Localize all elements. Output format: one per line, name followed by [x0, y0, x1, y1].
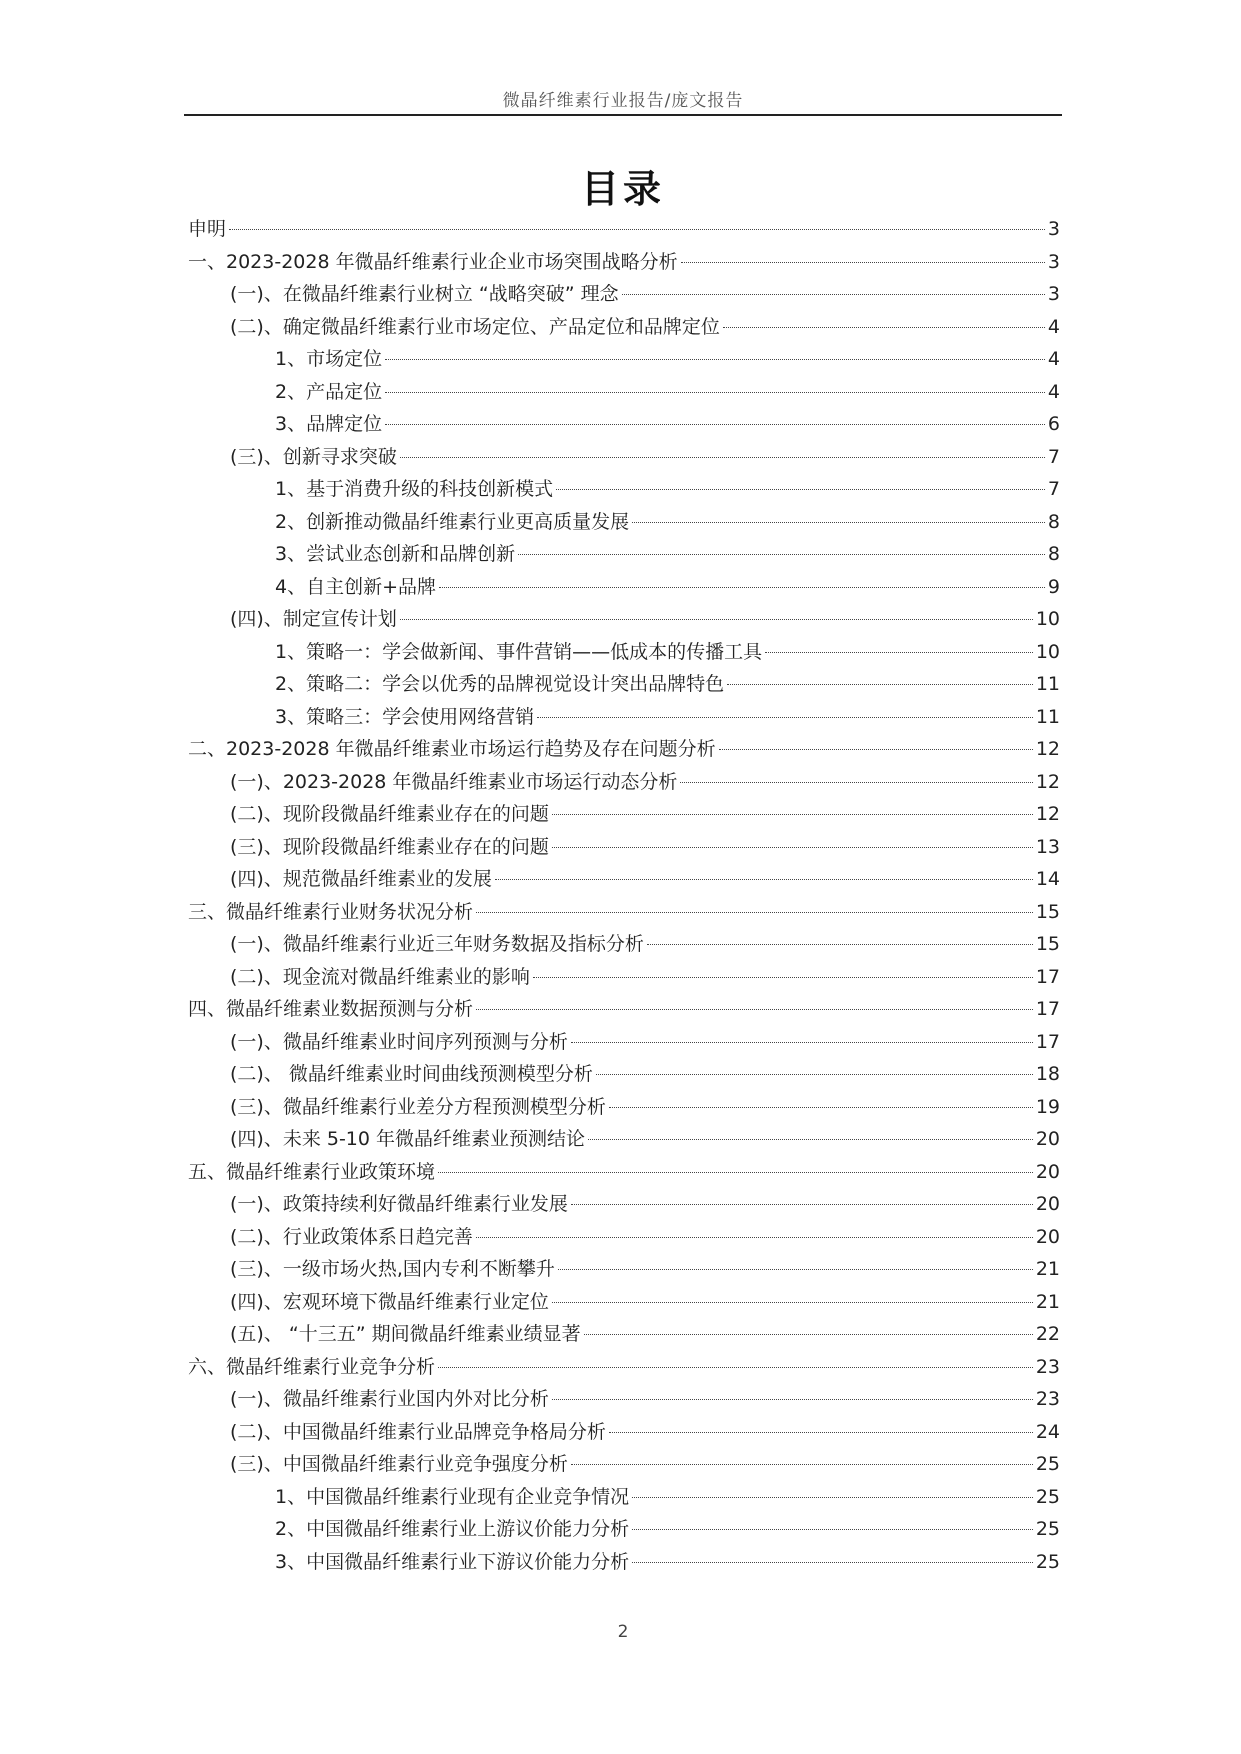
toc-entry[interactable]	[188, 733, 1060, 766]
toc-entry[interactable]	[188, 1481, 1060, 1514]
toc-entry[interactable]	[188, 1221, 1060, 1254]
toc-entry-title: (三)、现阶段微晶纤维素业存在的问题	[230, 835, 549, 858]
toc-entry-page: 8	[1047, 510, 1060, 533]
toc-entry-title: 3、尝试业态创新和品牌创新	[275, 543, 516, 565]
toc-dot-leader	[400, 457, 1045, 458]
toc-dot-leader	[385, 359, 1045, 360]
toc-entry-title: (一)、政策持续利好微晶纤维素行业发展	[230, 1193, 568, 1215]
toc-entry[interactable]	[188, 1026, 1060, 1059]
toc-entry-page: 4	[1047, 380, 1060, 403]
toc-entry-page: 12	[1035, 803, 1060, 825]
toc-entry-title: (四)、规范微晶纤维素业的发展	[230, 868, 492, 890]
toc-entry[interactable]	[188, 831, 1060, 864]
toc-entry-page: 17	[1035, 965, 1060, 988]
toc-dot-leader	[552, 814, 1033, 815]
toc-entry-title: (四)、制定宣传计划	[230, 608, 397, 630]
toc-entry-title: 2、创新推动微晶纤维素行业更高质量发展	[275, 510, 630, 533]
toc-entry-page: 4	[1047, 315, 1060, 338]
toc-dot-leader	[632, 1529, 1033, 1530]
toc-dot-leader	[588, 1139, 1033, 1140]
toc-entry-title: (二)、确定微晶纤维素行业市场定位、产品定位和品牌定位	[230, 315, 720, 338]
toc-entry[interactable]	[188, 1416, 1060, 1449]
toc-entry-page: 25	[1035, 1453, 1060, 1475]
toc-entry-title: 1、市场定位	[275, 348, 383, 370]
toc-entry-title: (四)、宏观环境下微晶纤维素行业定位	[230, 1290, 549, 1313]
toc-entry-title: 3、策略三：学会使用网络营销	[275, 705, 535, 728]
toc-entry-page: 15	[1035, 933, 1060, 955]
toc-dot-leader	[552, 847, 1033, 848]
toc-entry-title: 三、微晶纤维素行业财务状况分析	[188, 900, 474, 923]
toc-entry[interactable]	[188, 636, 1060, 669]
toc-entry-title: 3、中国微晶纤维素行业下游议价能力分析	[275, 1550, 630, 1573]
toc-dot-leader	[439, 587, 1045, 588]
toc-entry-page: 7	[1047, 445, 1060, 468]
toc-entry-title: 2、策略二：学会以优秀的品牌视觉设计突出品牌特色	[275, 673, 725, 695]
toc-entry[interactable]	[188, 408, 1060, 441]
toc-entry[interactable]	[188, 701, 1060, 734]
toc-dot-leader	[632, 522, 1045, 523]
toc-entry-title: (一)、2023-2028 年微晶纤维素业市场运行动态分析	[230, 770, 678, 793]
toc-entry[interactable]	[188, 376, 1060, 409]
toc-dot-leader	[385, 392, 1045, 393]
toc-dot-leader	[571, 1204, 1033, 1205]
toc-entry[interactable]	[188, 278, 1060, 311]
toc-entry-page: 12	[1035, 770, 1060, 793]
toc-dot-leader	[385, 424, 1045, 425]
toc-entry-page: 25	[1035, 1485, 1060, 1508]
toc-dot-leader	[765, 652, 1033, 653]
toc-dot-leader	[229, 229, 1045, 230]
toc-entry-page: 19	[1035, 1095, 1060, 1118]
toc-entry[interactable]	[188, 766, 1060, 799]
toc-dot-leader	[518, 554, 1045, 555]
toc-entry-page: 10	[1035, 608, 1060, 630]
toc-entry-title: 2、中国微晶纤维素行业上游议价能力分析	[275, 1518, 630, 1540]
toc-entry-page: 20	[1035, 1225, 1060, 1248]
toc-entry-title: 四、微晶纤维素业数据预测与分析	[188, 998, 474, 1020]
toc-entry-title: 1、基于消费升级的科技创新模式	[275, 478, 554, 500]
toc-entry-page: 9	[1047, 575, 1060, 598]
toc-entry-title: 六、微晶纤维素行业竞争分析	[188, 1355, 436, 1378]
toc-entry-title: (三)、微晶纤维素行业差分方程预测模型分析	[230, 1095, 606, 1118]
toc-entry-page: 23	[1035, 1388, 1060, 1410]
toc-entry-page: 20	[1035, 1193, 1060, 1215]
toc-entry[interactable]	[188, 603, 1060, 636]
toc-dot-leader	[537, 717, 1033, 718]
toc-entry-title: (二)、中国微晶纤维素行业品牌竞争格局分析	[230, 1420, 606, 1443]
toc-entry-page: 3	[1047, 283, 1060, 305]
toc-dot-leader	[680, 782, 1032, 783]
toc-entry-title: (五)、 “十三五” 期间微晶纤维素业绩显著	[230, 1323, 581, 1345]
toc-entry-page: 18	[1035, 1063, 1060, 1085]
toc-dot-leader	[438, 1367, 1033, 1368]
toc-dot-leader	[552, 1399, 1033, 1400]
toc-entry-page: 11	[1035, 673, 1060, 695]
toc-entry[interactable]	[188, 213, 1060, 246]
toc-dot-leader	[552, 1302, 1033, 1303]
toc-dot-leader	[438, 1172, 1033, 1173]
toc-entry[interactable]	[188, 571, 1060, 604]
toc-entry-title: (二)、现金流对微晶纤维素业的影响	[230, 965, 530, 988]
toc-dot-leader	[609, 1107, 1033, 1108]
toc-entry[interactable]	[188, 1513, 1060, 1546]
toc-entry-title: (三)、一级市场火热,国内专利不断攀升	[230, 1258, 555, 1280]
toc-entry[interactable]	[188, 1318, 1060, 1351]
toc-dot-leader	[495, 879, 1033, 880]
toc-entry-page: 17	[1035, 1030, 1060, 1053]
toc-dot-leader	[596, 1074, 1033, 1075]
toc-entry[interactable]	[188, 961, 1060, 994]
toc-entry[interactable]	[188, 1091, 1060, 1124]
toc-entry[interactable]	[188, 993, 1060, 1026]
toc-dot-leader	[609, 1432, 1033, 1433]
running-header: 微晶纤维素行业报告/庞文报告	[502, 91, 744, 111]
header-divider	[184, 114, 1062, 116]
toc-entry-title: 一、2023-2028 年微晶纤维素行业企业市场突围战略分析	[188, 250, 678, 273]
toc-dot-leader	[476, 1237, 1033, 1238]
toc-entry-page: 24	[1035, 1420, 1060, 1443]
toc-entry[interactable]	[188, 1156, 1060, 1189]
toc-entry[interactable]	[188, 246, 1060, 279]
toc-dot-leader	[476, 912, 1033, 913]
toc-entry-title: (四)、未来 5-10 年微晶纤维素业预测结论	[230, 1128, 586, 1150]
toc-entry-page: 4	[1047, 348, 1060, 370]
toc-entry-title: 4、自主创新+品牌	[275, 575, 437, 598]
toc-entry-page: 25	[1035, 1550, 1060, 1573]
toc-entry-page: 25	[1035, 1518, 1060, 1540]
toc-entry-page: 6	[1047, 413, 1060, 435]
toc-dot-leader	[647, 944, 1033, 945]
toc-entry-page: 10	[1035, 640, 1060, 663]
toc-entry-title: 申明	[188, 218, 227, 240]
toc-dot-leader	[400, 619, 1033, 620]
toc-dot-leader	[719, 749, 1033, 750]
toc-dot-leader	[571, 1464, 1033, 1465]
toc-entry[interactable]	[188, 311, 1060, 344]
toc-entry[interactable]	[188, 798, 1060, 831]
toc-entry-page: 12	[1035, 738, 1060, 760]
toc-dot-leader	[533, 977, 1033, 978]
toc-entry[interactable]	[188, 1383, 1060, 1416]
toc-entry-page: 7	[1047, 478, 1060, 500]
toc-entry[interactable]	[188, 896, 1060, 929]
toc-dot-leader	[727, 684, 1033, 685]
toc-entry-title: (二)、 微晶纤维素业时间曲线预测模型分析	[230, 1063, 593, 1085]
toc-entry[interactable]	[188, 1448, 1060, 1481]
page-title: 目录	[580, 167, 665, 211]
toc-entry-title: (一)、在微晶纤维素行业树立 “战略突破” 理念	[230, 283, 619, 305]
toc-entry[interactable]	[188, 441, 1060, 474]
toc-entry-page: 20	[1035, 1128, 1060, 1150]
toc-dot-leader	[584, 1334, 1033, 1335]
toc-entry-title: (二)、现阶段微晶纤维素业存在的问题	[230, 803, 549, 825]
page-number: 2	[617, 1622, 629, 1642]
toc-entry-page: 23	[1035, 1355, 1060, 1378]
toc-entry-page: 13	[1035, 835, 1060, 858]
toc-entry[interactable]	[188, 1188, 1060, 1221]
toc-entry-page: 20	[1035, 1160, 1060, 1183]
toc-entry[interactable]	[188, 863, 1060, 896]
toc-dot-leader	[632, 1497, 1033, 1498]
toc-entry-page: 3	[1047, 218, 1060, 240]
toc-entry[interactable]	[188, 1253, 1060, 1286]
toc-entry[interactable]	[188, 506, 1060, 539]
toc-entry-page: 21	[1035, 1258, 1060, 1280]
toc-entry[interactable]	[188, 1351, 1060, 1384]
toc-entry-title: (二)、行业政策体系日趋完善	[230, 1225, 473, 1248]
toc-dot-leader	[622, 294, 1045, 295]
toc-entry[interactable]	[188, 1286, 1060, 1319]
toc-entry-page: 22	[1035, 1323, 1060, 1345]
toc-entry-title: 1、中国微晶纤维素行业现有企业竞争情况	[275, 1485, 630, 1508]
toc-entry-title: 1、策略一：学会做新闻、事件营销——低成本的传播工具	[275, 640, 763, 663]
toc-entry-title: 二、2023-2028 年微晶纤维素业市场运行趋势及存在问题分析	[188, 738, 716, 760]
toc-entry-title: (三)、创新寻求突破	[230, 445, 397, 468]
toc-entry[interactable]	[188, 1058, 1060, 1091]
toc-entry-title: 2、产品定位	[275, 380, 383, 403]
table-of-contents	[188, 213, 1060, 1578]
toc-entry-page: 3	[1047, 250, 1060, 273]
toc-dot-leader	[723, 327, 1045, 328]
toc-entry[interactable]	[188, 668, 1060, 701]
toc-entry-page: 17	[1035, 998, 1060, 1020]
toc-entry[interactable]	[188, 1546, 1060, 1579]
toc-entry-title: 五、微晶纤维素行业政策环境	[188, 1160, 436, 1183]
toc-entry[interactable]	[188, 928, 1060, 961]
toc-entry-title: 3、品牌定位	[275, 413, 383, 435]
toc-dot-leader	[556, 489, 1045, 490]
toc-dot-leader	[558, 1269, 1033, 1270]
toc-entry[interactable]	[188, 473, 1060, 506]
toc-entry-page: 14	[1035, 868, 1060, 890]
toc-entry-title: (一)、微晶纤维素行业国内外对比分析	[230, 1388, 549, 1410]
toc-entry-page: 11	[1035, 705, 1060, 728]
toc-entry-title: (三)、中国微晶纤维素行业竞争强度分析	[230, 1453, 568, 1475]
toc-entry-title: (一)、微晶纤维素业时间序列预测与分析	[230, 1030, 568, 1053]
toc-entry[interactable]	[188, 1123, 1060, 1156]
toc-entry-page: 15	[1035, 900, 1060, 923]
toc-entry[interactable]	[188, 343, 1060, 376]
toc-dot-leader	[632, 1562, 1033, 1563]
toc-dot-leader	[476, 1009, 1033, 1010]
toc-dot-leader	[571, 1042, 1033, 1043]
toc-dot-leader	[681, 262, 1045, 263]
toc-entry[interactable]	[188, 538, 1060, 571]
toc-entry-page: 21	[1035, 1290, 1060, 1313]
toc-entry-title: (一)、微晶纤维素行业近三年财务数据及指标分析	[230, 933, 644, 955]
toc-entry-page: 8	[1047, 543, 1060, 565]
